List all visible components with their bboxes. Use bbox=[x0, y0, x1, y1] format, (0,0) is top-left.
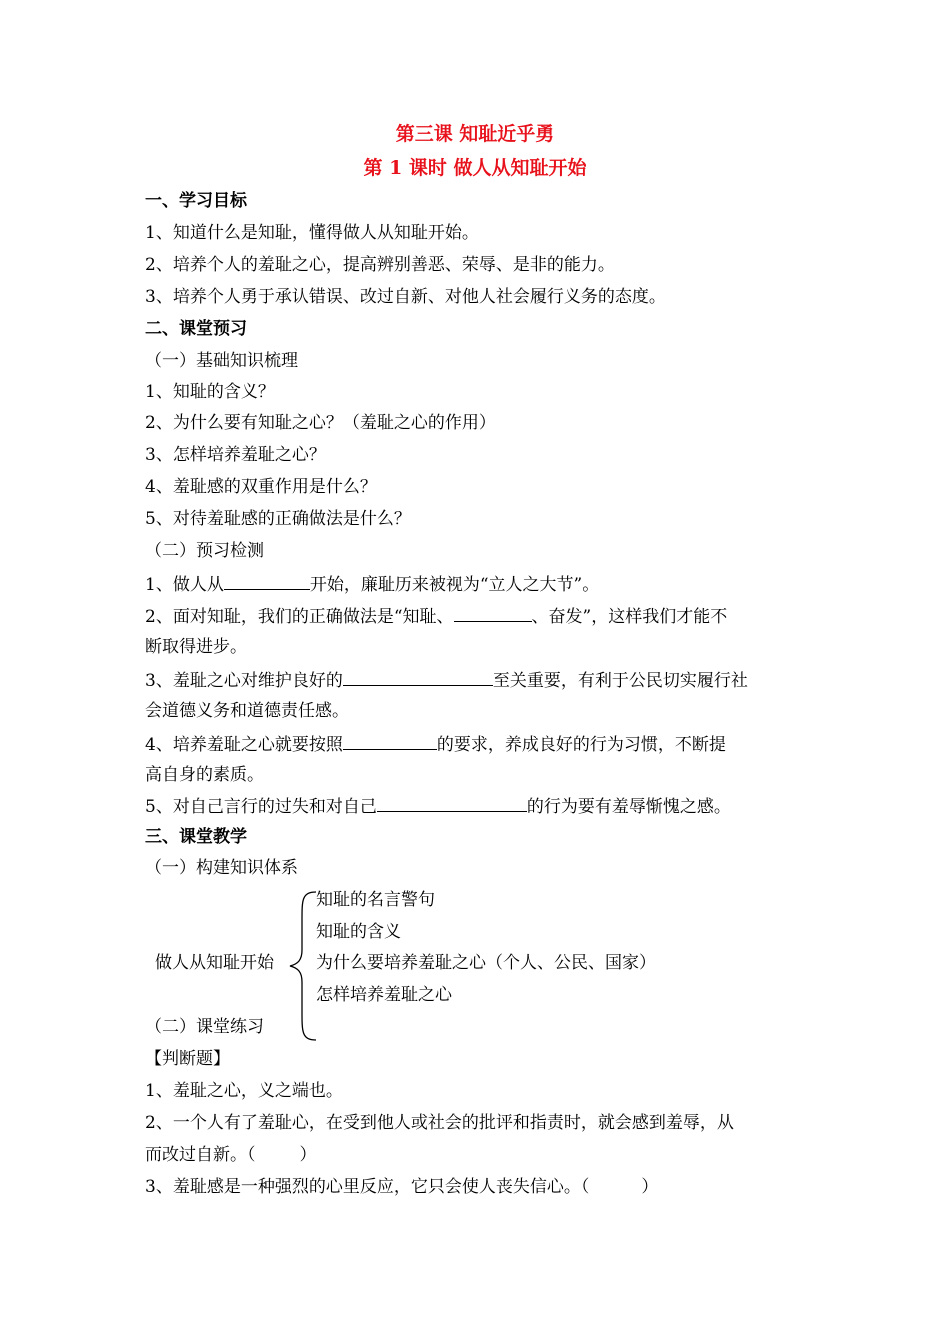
tree-item: 为什么要培养羞耻之心（个人、公民、国家） bbox=[316, 953, 656, 973]
section-heading-objectives: 一、学习目标 bbox=[145, 191, 247, 211]
fill-blank-continuation: 会道德义务和道德责任感。 bbox=[145, 701, 349, 721]
subheading-preview-test: （二）预习检测 bbox=[145, 541, 264, 561]
tree-root-label: 做人从知耻开始 bbox=[155, 953, 274, 973]
judge-heading: 【判断题】 bbox=[145, 1049, 230, 1069]
lesson-subtitle: 第 1 课时 做人从知耻开始 bbox=[363, 157, 587, 179]
objective-item: 2、培养个人的羞耻之心，提高辨别善恶、荣辱、是非的能力。 bbox=[145, 255, 615, 275]
fill-blank-item: 3、羞耻之心对维护良好的 至关重要，有利于公民切实履行社 bbox=[145, 671, 748, 691]
lesson-title: 第三课 知耻近乎勇 bbox=[395, 123, 555, 145]
subheading-knowledge-system: （一）构建知识体系 bbox=[145, 858, 298, 878]
tree-item: 知耻的名言警句 bbox=[316, 890, 435, 910]
question-item: 3、怎样培养羞耻之心？ bbox=[145, 445, 326, 465]
objective-item: 1、知道什么是知耻，懂得做人从知耻开始。 bbox=[145, 223, 479, 243]
answer-blank[interactable] bbox=[224, 573, 310, 590]
question-item: 5、对待羞耻感的正确做法是什么？ bbox=[145, 509, 411, 529]
judge-item: 1、羞耻之心，义之端也。 bbox=[145, 1081, 343, 1101]
objective-item: 3、培养个人勇于承认错误、改过自新、对他人社会履行义务的态度。 bbox=[145, 287, 666, 307]
section-heading-teaching: 三、课堂教学 bbox=[145, 827, 247, 847]
judge-item-continuation: 而改过自新。（ ） bbox=[145, 1145, 317, 1165]
fill-blank-continuation: 高自身的素质。 bbox=[145, 765, 264, 785]
answer-blank[interactable] bbox=[377, 795, 527, 812]
fill-blank-continuation: 断取得进步。 bbox=[145, 637, 247, 657]
judge-item: 3、羞耻感是一种强烈的心里反应，它只会使人丧失信心。（ ） bbox=[145, 1177, 659, 1197]
answer-blank[interactable] bbox=[454, 605, 532, 622]
fill-blank-item: 2、面对知耻，我们的正确做法是“知耻、 、奋发”，这样我们才能不 bbox=[145, 607, 728, 627]
question-item: 1、知耻的含义？ bbox=[145, 382, 275, 402]
judge-item: 2、一个人有了羞耻心，在受到他人或社会的批评和指责时，就会感到羞辱，从 bbox=[145, 1113, 734, 1133]
fill-blank-item: 1、做人从 开始，廉耻历来被视为“立人之大节”。 bbox=[145, 575, 600, 595]
question-item: 4、羞耻感的双重作用是什么？ bbox=[145, 477, 377, 497]
subheading-class-practice: （二）课堂练习 bbox=[145, 1017, 264, 1037]
subheading-basic-knowledge: （一）基础知识梳理 bbox=[145, 351, 298, 371]
fill-blank-item: 5、对自己言行的过失和对自己 的行为要有羞辱惭愧之感。 bbox=[145, 797, 731, 817]
curly-brace-icon bbox=[288, 890, 318, 1042]
tree-item: 怎样培养羞耻之心 bbox=[316, 985, 452, 1005]
answer-blank[interactable] bbox=[343, 669, 493, 686]
fill-blank-item: 4、培养羞耻之心就要按照 的要求，养成良好的行为习惯，不断提 bbox=[145, 735, 726, 755]
answer-blank[interactable] bbox=[343, 733, 437, 750]
tree-item: 知耻的含义 bbox=[316, 922, 401, 942]
section-heading-preview: 二、课堂预习 bbox=[145, 319, 247, 339]
question-item: 2、为什么要有知耻之心？（羞耻之心的作用） bbox=[145, 413, 496, 433]
